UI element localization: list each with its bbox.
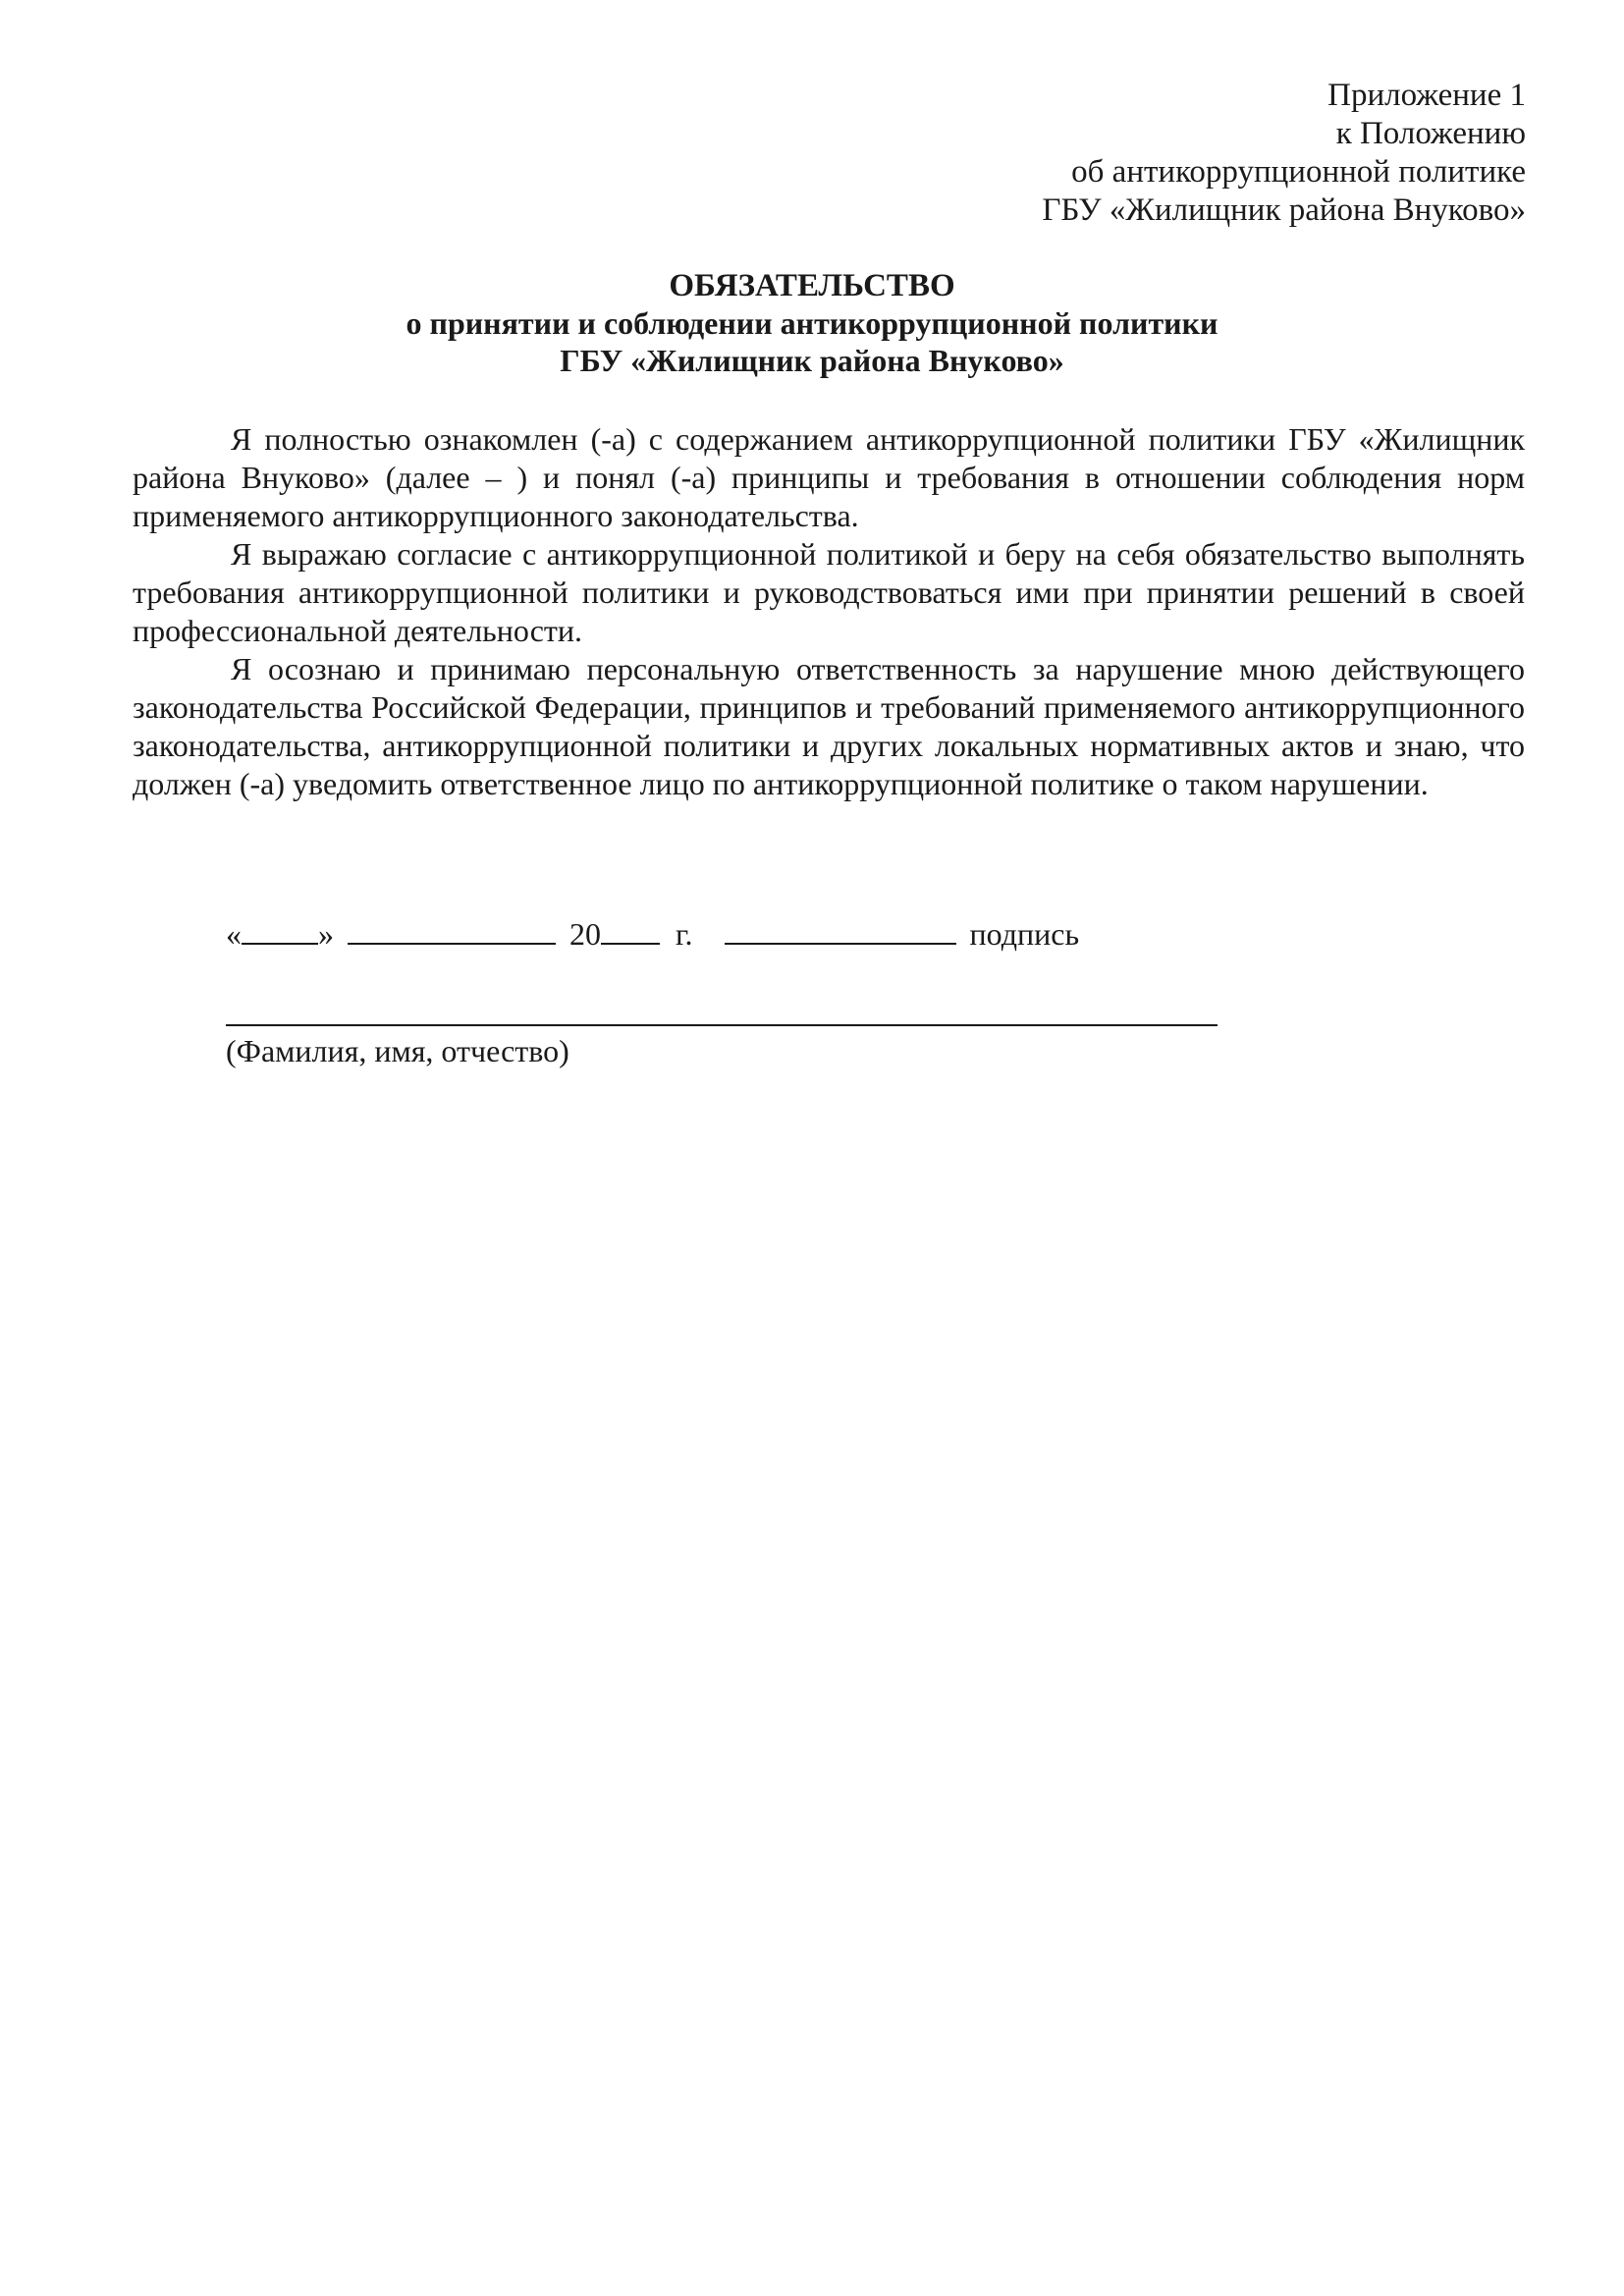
title-line-2: о принятии и соблюдении антикоррупционной политики xyxy=(406,305,1218,341)
open-quote: « xyxy=(226,916,242,952)
date-signature-line xyxy=(226,913,1079,954)
fio-label: (Фамилия, имя, отчество) xyxy=(226,1033,569,1068)
body-paragraph-2: Я выражаю согласие с антикоррупционной политикой и беру на себя обязательство выполнять требования антикоррупционной политики и руководствоваться ими при принятии решений в своей профессиональной деятельности. xyxy=(133,536,1525,648)
month-blank[interactable] xyxy=(348,913,556,945)
close-quote: » xyxy=(318,916,334,952)
document-title xyxy=(0,267,1624,379)
year-blank[interactable] xyxy=(601,913,660,945)
appendix-line-2: к Положению xyxy=(1335,116,1526,151)
signature-label: подпись xyxy=(969,916,1080,952)
title-main: ОБЯЗАТЕЛЬСТВО xyxy=(669,268,955,303)
body-paragraph-3: Я осознаю и принимаю персональную ответственность за нарушение мною действующего законодательства Российской Федерации, принципов и требований применяемого антикоррупционного законодательства, антикоррупционной политики и других локальных нормативных актов и знаю, что должен (-а) уведомить ответственное лицо по антикоррупционной политике о таком нарушении. xyxy=(133,651,1525,801)
title-line-3: ГБУ «Жилищник района Внуково» xyxy=(560,343,1064,378)
day-blank[interactable] xyxy=(242,913,318,945)
document-body xyxy=(133,420,1525,803)
year-prefix: 20 xyxy=(569,916,601,952)
signature-blank[interactable] xyxy=(725,913,956,945)
appendix-line-4: ГБУ «Жилищник района Внуково» xyxy=(1042,192,1526,228)
body-paragraph-1: Я полностью ознакомлен (-а) с содержанием антикоррупционной политики ГБУ «Жилищник района Внуково» (далее – ) и понял (-а) принципы и требования в отношении соблюдения норм применяемого антикоррупционного законодательства. xyxy=(133,421,1525,533)
fio-blank-line[interactable] xyxy=(226,1024,1218,1026)
appendix-line-3: об антикоррупционной политике xyxy=(1071,154,1526,190)
year-suffix: г. xyxy=(676,916,693,952)
appendix-header xyxy=(1042,77,1526,230)
appendix-line-1: Приложение 1 xyxy=(1327,78,1526,113)
